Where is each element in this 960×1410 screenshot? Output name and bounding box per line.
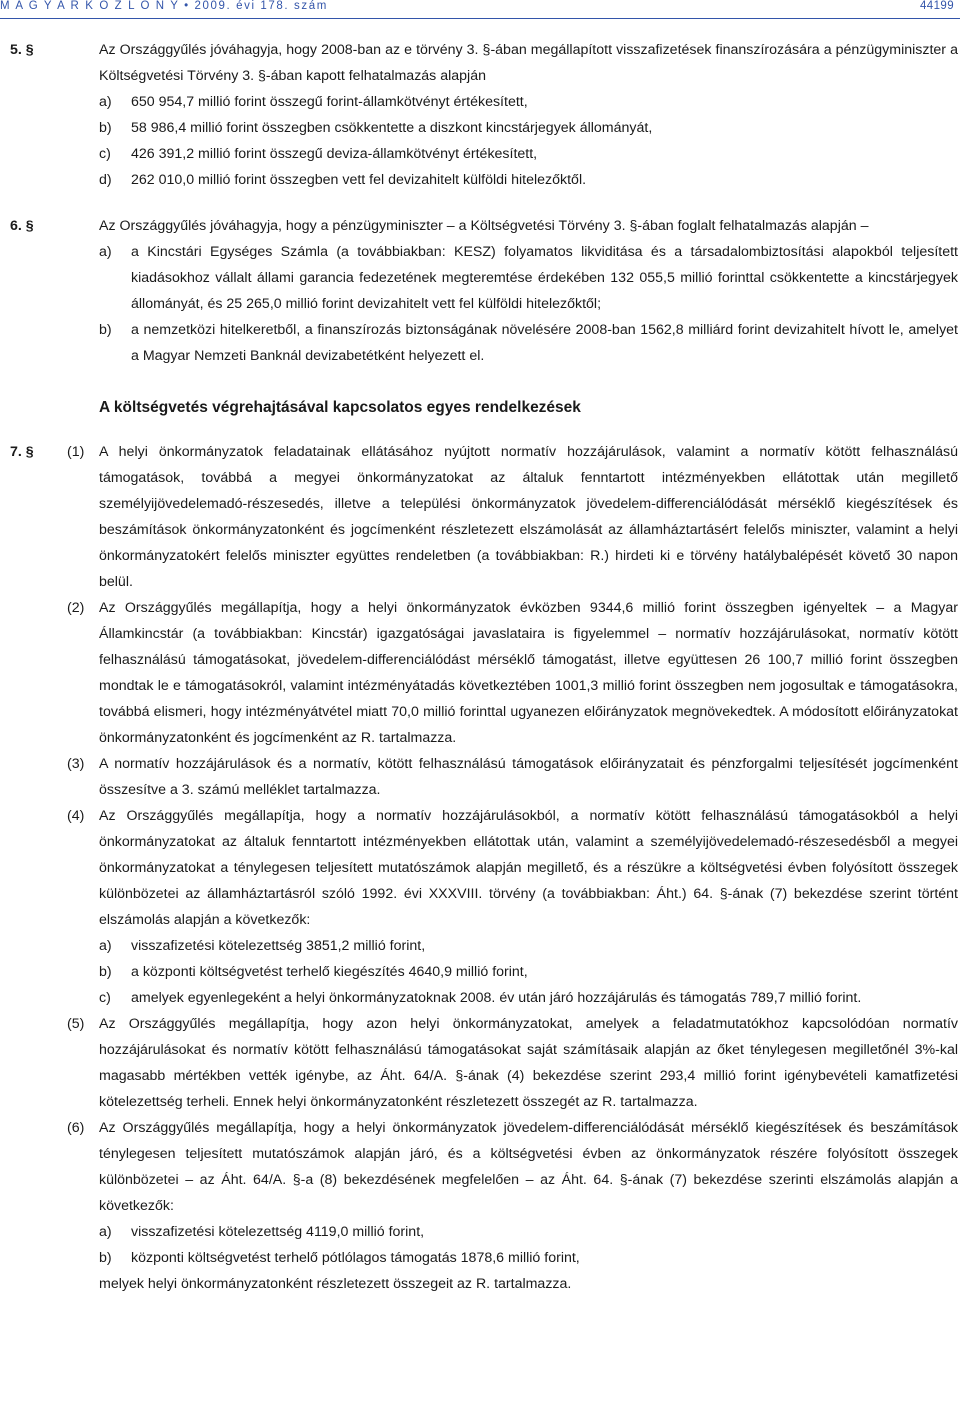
item-label: b) bbox=[99, 322, 112, 338]
list-item bbox=[10, 933, 958, 959]
page-body bbox=[10, 37, 958, 1297]
section-number: 5. § bbox=[10, 42, 34, 58]
section-7-para-5 bbox=[10, 1011, 958, 1115]
item-text: visszafizetési kötelezettség 3851,2 millió forint, bbox=[131, 938, 426, 954]
item-label: d) bbox=[99, 172, 112, 188]
item-label: b) bbox=[99, 964, 112, 980]
section-heading: A költségvetés végrehajtásával kapcsolatos egyes rendelkezések bbox=[99, 399, 581, 416]
paragraph-label: (3) bbox=[67, 756, 85, 772]
item-text: a nemzetközi hitelkeretből, a finanszírozás biztonságának növelésére 2008-ban 1562,8 milliárd forint devizahitelt hívott le, amelyet a Magyar Nemzeti Banknál devizabetétként helyezett el. bbox=[131, 322, 958, 364]
item-label: c) bbox=[99, 990, 111, 1006]
header-rule bbox=[0, 18, 960, 19]
page-header bbox=[0, 0, 960, 14]
section-6 bbox=[10, 213, 958, 239]
list-item bbox=[10, 985, 958, 1011]
item-text: 426 391,2 millió forint összegű deviza-államkötvényt értékesített, bbox=[131, 146, 538, 162]
paragraph-text: A helyi önkormányzatok feladatainak ellátásához nyújtott normatív hozzájárulások, valamint a normatív kötött felhasználású támogatások, továbbá a megyei önkormányzatokat az általuk fenntartott intézményekben ellátottak után megillető személyijövedelemadó-részesedés, illetve a települési önkormányzatok jövedelem-differenciálódását mérséklő kiegészítések és beszámítások önkormányzatonként és jogcímenként részletezett elszámolását az államháztartásért felelős miniszter, valamint a helyi önkormányzatokért felelős miniszter együttes rendeletben (a továbbiakban: R.) hirdeti ki e törvény hatálybalépését követő 30 napon belül. bbox=[99, 444, 958, 590]
spacer bbox=[10, 193, 958, 213]
list-item bbox=[10, 317, 958, 369]
list-item bbox=[10, 239, 958, 317]
section-number: 6. § bbox=[10, 218, 34, 234]
list-item bbox=[10, 89, 958, 115]
journal-title: M A G Y A R K Ö Z L Ö N Y • 2009. évi 178. szám bbox=[0, 0, 328, 12]
item-text: 58 986,4 millió forint összegben csökkentette a diszkont kincstárjegyek állományát, bbox=[131, 120, 653, 136]
section-7-para-2 bbox=[10, 595, 958, 751]
section-number: 7. § bbox=[10, 444, 34, 460]
paragraph-label: (2) bbox=[67, 600, 85, 616]
section-7-para-6 bbox=[10, 1115, 958, 1219]
section-7-para-3 bbox=[10, 751, 958, 803]
list-item bbox=[10, 141, 958, 167]
closing-text: melyek helyi önkormányzatonként részletezett összegeit az R. tartalmazza. bbox=[99, 1276, 572, 1292]
item-text: 650 954,7 millió forint összegű forint-államkötvényt értékesített, bbox=[131, 94, 528, 110]
item-label: a) bbox=[99, 938, 112, 954]
list-item bbox=[10, 115, 958, 141]
list-item bbox=[10, 1219, 958, 1245]
section-intro: Az Országgyűlés jóváhagyja, hogy a pénzügyminiszter – a Költségvetési Törvény 3. §-ában foglalt felhatalmazás alapján – bbox=[99, 218, 869, 234]
section-5 bbox=[10, 37, 958, 89]
section-7-para-1 bbox=[10, 439, 958, 595]
item-label: a) bbox=[99, 1224, 112, 1240]
item-label: c) bbox=[99, 146, 111, 162]
item-label: a) bbox=[99, 94, 112, 110]
paragraph-label: (1) bbox=[67, 444, 85, 460]
paragraph-text: Az Országgyűlés megállapítja, hogy a helyi önkormányzatok jövedelem-differenciálódását mérséklő kiegészítések és beszámítások ténylegesen teljesített mutatószámok alapján járó, és a költségvetési évben az önkormányzatok részére folyósított összegek különbözetei – az Áht. 64/A. §-a (8) bekezdésének megfelelően – az Áht. 64. §-ának (7) bekezdése szerinti elszámolás alapján a következők: bbox=[99, 1120, 958, 1214]
spacer bbox=[10, 421, 958, 439]
item-text: amelyek egyenlegeként a helyi önkormányzatoknak 2008. év után járó hozzájárulás és támogatás 789,7 millió forint. bbox=[131, 990, 862, 1006]
item-text: központi költségvetést terhelő pótlólagos támogatás 1878,6 millió forint, bbox=[131, 1250, 580, 1266]
section-intro: Az Országgyűlés jóváhagyja, hogy 2008-ban az e törvény 3. §-ában megállapított visszafizetések finanszírozására a pénzügyminiszter a Költségvetési Törvény 3. §-ában kapott felhatalmazás alapján bbox=[99, 42, 958, 84]
item-text: a Kincstári Egységes Számla (a továbbiakban: KESZ) folyamatos likviditása és a társadalombiztosítási alapokból teljesített kiadásokhoz vállalt állami garancia fedezetének megteremtése érdekében 132 055,5 millió forinttal csökkentette a kincstárjegyek állományát, és 25 265,0 millió forint devizahitelt vett fel külföldi hitelezőktől; bbox=[131, 244, 958, 312]
paragraph-text: Az Országgyűlés megállapítja, hogy a helyi önkormányzatok évközben 9344,6 millió forint összegben igényeltek – a Magyar Államkincstár (a továbbiakban: Kincstár) igazgatóságai javaslataira is figyelemmel – normatív hozzájárulásokat, normatív kötött felhasználású támogatásokat, jövedelem-differenciálódást mérséklő támogatást, illetve együttesen 26 100,7 millió forint összegben mondtak le e támogatásokról, valamint intézményátadás következtében 1001,3 millió forint összegben nem jogosultak e támogatásokra, továbbá elismeri, hogy intézményátvétel miatt 70,0 millió forinttal ugyanezen előirányzatok megnövekedtek. A módosított előirányzatokat önkormányzatonként és jogcímenként az R. tartalmazza. bbox=[99, 600, 958, 746]
item-text: visszafizetési kötelezettség 4119,0 millió forint, bbox=[131, 1224, 425, 1240]
item-label: a) bbox=[99, 244, 112, 260]
section-7-para-4 bbox=[10, 803, 958, 933]
paragraph-label: (6) bbox=[67, 1120, 85, 1136]
spacer bbox=[10, 369, 958, 395]
paragraph-text: A normatív hozzájárulások és a normatív, kötött felhasználású támogatások előirányzatait és pénzforgalmi teljesítését jogcímenként összesítve a 3. számú melléklet tartalmazza. bbox=[99, 756, 958, 798]
item-label: b) bbox=[99, 120, 112, 136]
paragraph-label: (4) bbox=[67, 808, 85, 824]
item-text: a központi költségvetést terhelő kiegészítés 4640,9 millió forint, bbox=[131, 964, 528, 980]
list-item bbox=[10, 1245, 958, 1271]
list-item bbox=[10, 959, 958, 985]
item-text: 262 010,0 millió forint összegben vett fel devizahitelt külföldi hitelezőktől. bbox=[131, 172, 587, 188]
page-number: 44199 bbox=[920, 0, 954, 12]
paragraph-text: Az Országgyűlés megállapítja, hogy a normatív hozzájárulásokból, a normatív kötött felhasználású támogatásokból a helyi önkormányzatokat az általuk fenntartott intézményekben ellátottak után, valamint a személyijövedelemadó-részesedésből a megyei önkormányzatokat a ténylegesen teljesített mutatószámok alapján megillető, és a részükre a költségvetési évben folyósított összegek különbözetei az államháztartásról szóló 1992. évi XXXVIII. törvény (a továbbiakban: Áht.) 64. §-ának (7) bekezdése szerint történt elszámolás alapján a következők: bbox=[99, 808, 958, 928]
item-label: b) bbox=[99, 1250, 112, 1266]
paragraph-label: (5) bbox=[67, 1016, 85, 1032]
list-item bbox=[10, 167, 958, 193]
paragraph-text: Az Országgyűlés megállapítja, hogy azon helyi önkormányzatokat, amelyek a feladatmutatókhoz kapcsolódóan normatív hozzájárulásokat és normatív kötött felhasználású támogatásokat saját számításaik alapján az őket ténylegesen megilletőnél 3%-kal magasabb mértékben vették igénybe, az Áht. 64/A. §-ának (4) bekezdése szerint 293,4 millió forint igénybevételi kamatfizetési kötelezettség terheli. Ennek helyi önkormányzatonként részletezett összegét az R. tartalmazza. bbox=[99, 1016, 958, 1110]
